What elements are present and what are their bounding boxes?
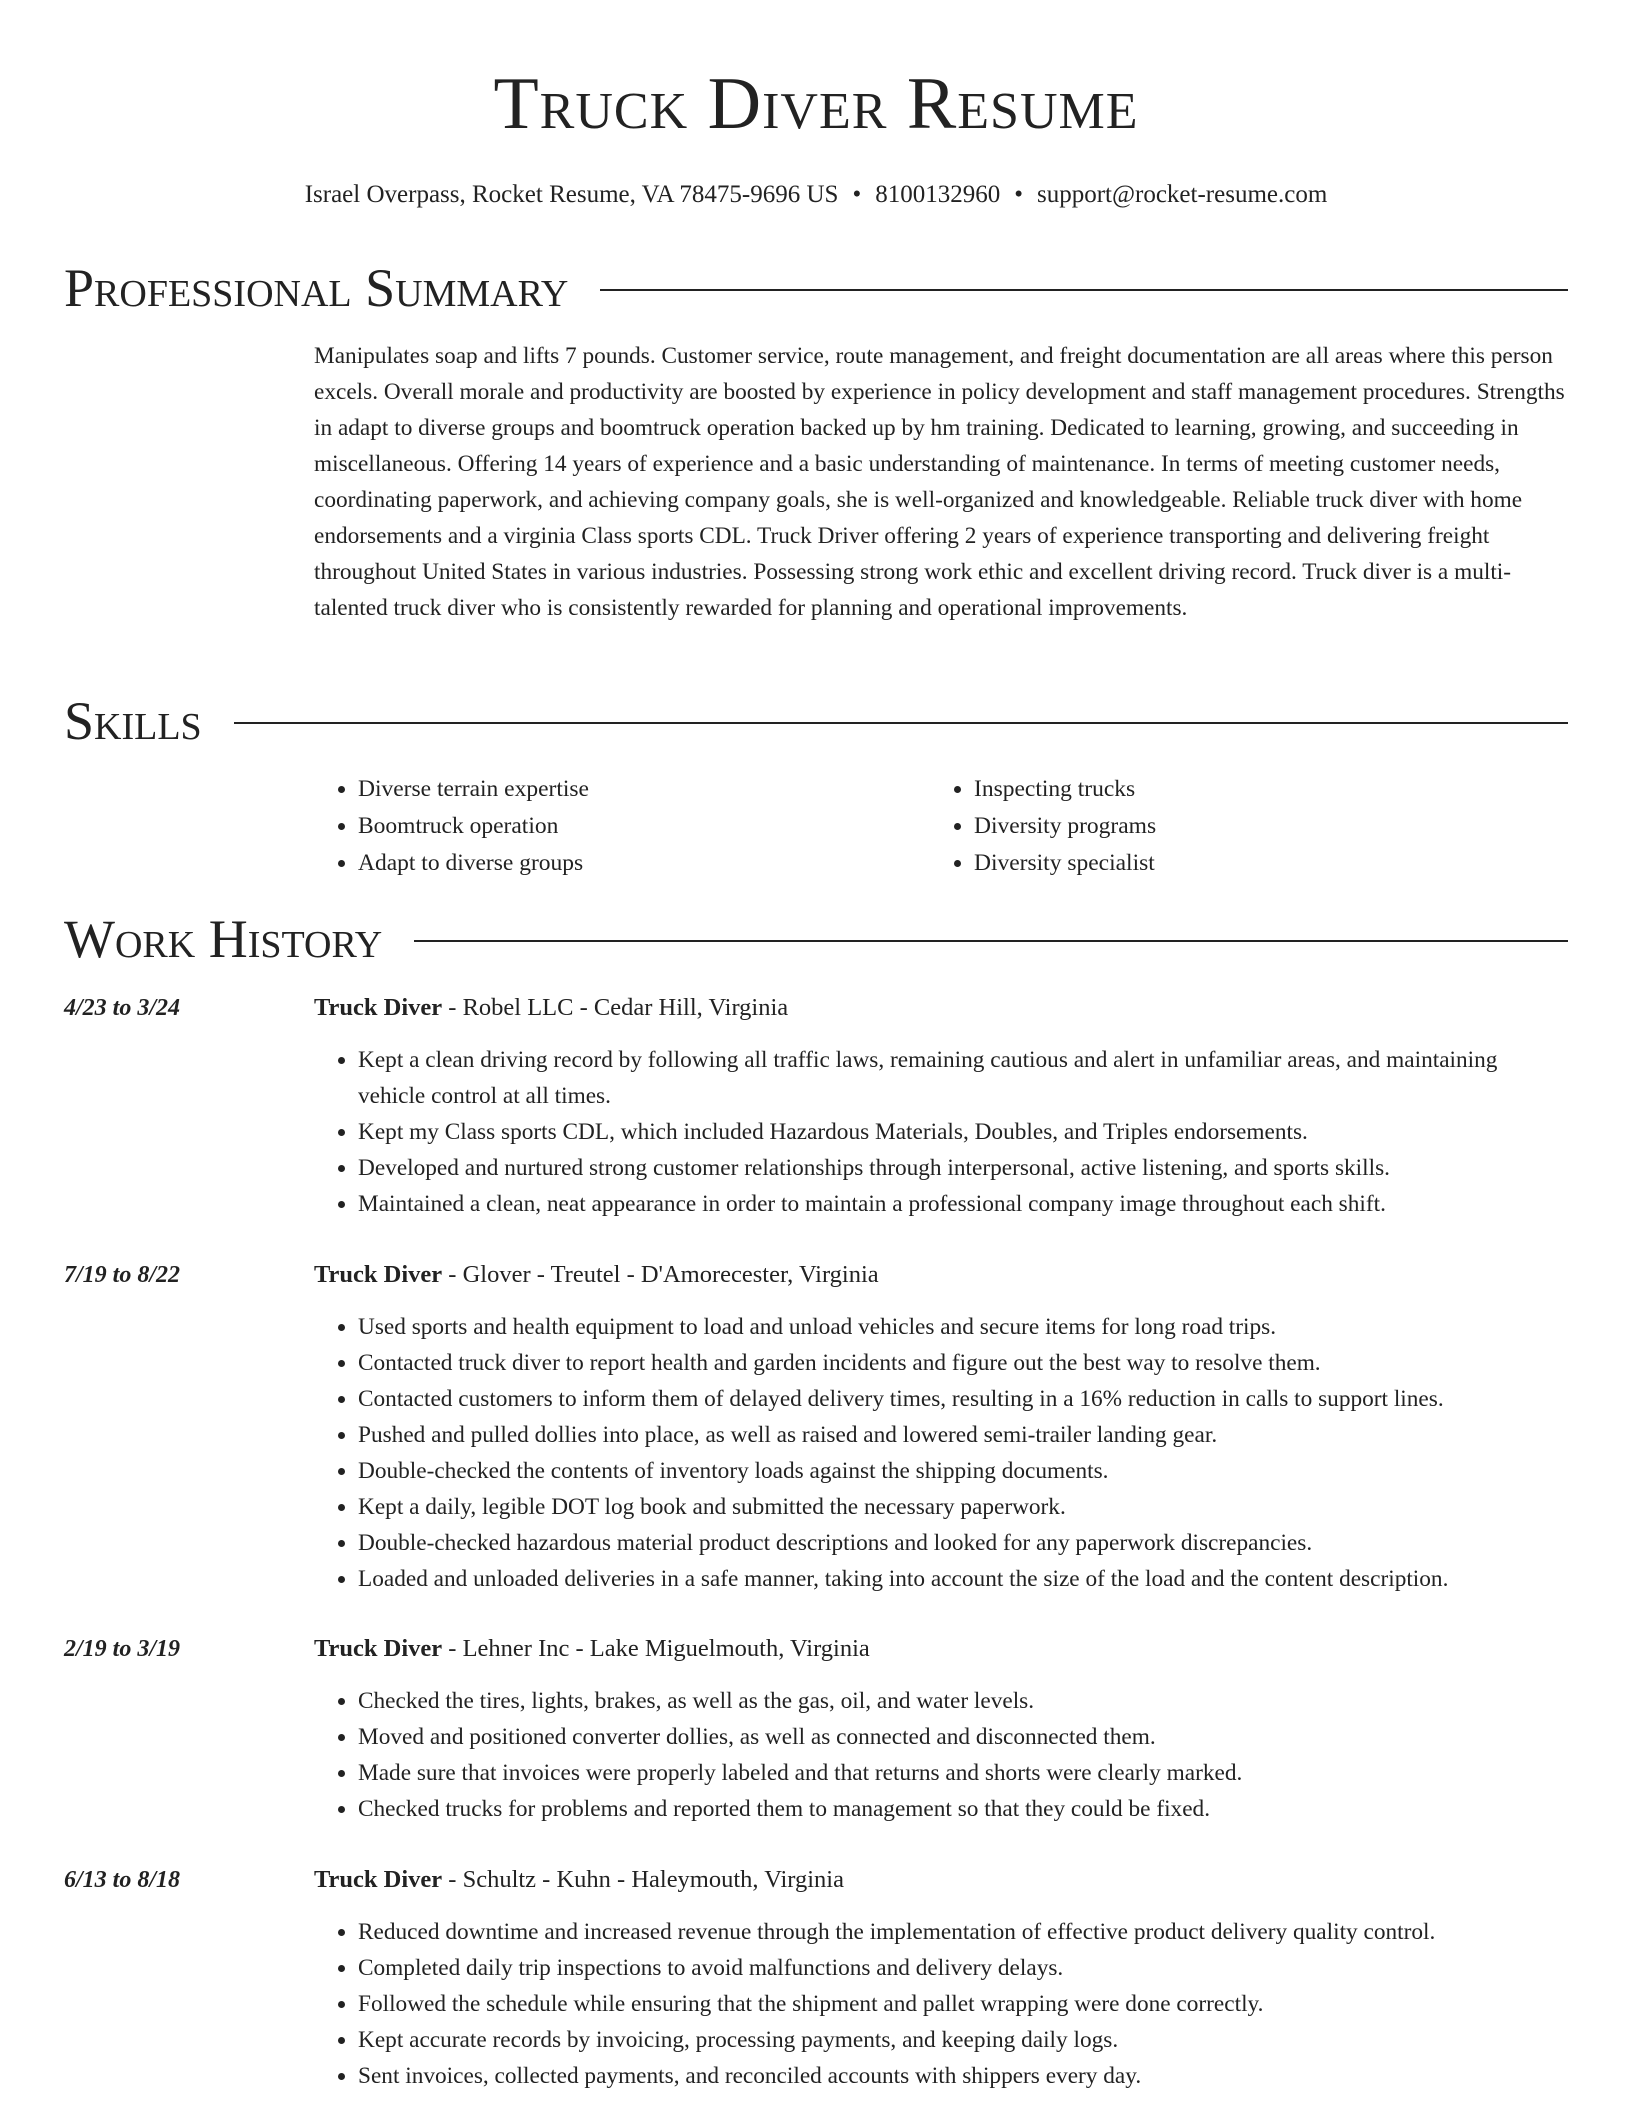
section-divider xyxy=(414,940,1568,942)
job-employer: - Lehner Inc - Lake Miguelmouth, Virginia xyxy=(442,1635,870,1662)
job-bullet: • Followed the schedule while ensuring that the shipment and pallet wrapping were done correctly. xyxy=(358,1986,1568,2022)
job-title-line xyxy=(314,990,1568,1026)
job-bullet: • Kept a daily, legible DOT log book and submitted the necessary paperwork. xyxy=(358,1489,1568,1525)
job-title-line xyxy=(314,1862,1568,1898)
job-entry xyxy=(64,1862,1568,2094)
job-bullets xyxy=(314,1042,1568,1222)
job-bullet: • Kept my Class sports CDL, which included Hazardous Materials, Doubles, and Triples endorsements. xyxy=(358,1114,1568,1150)
job-bullet: • Sent invoices, collected payments, and reconciled accounts with shippers every day. xyxy=(358,2058,1568,2094)
contact-phone: 8100132960 xyxy=(875,181,1001,208)
job-dates: 7/19 to 8/22 xyxy=(64,1262,181,1288)
job-bullet: • Used sports and health equipment to load and unload vehicles and secure items for long road trips. xyxy=(358,1309,1568,1345)
job-bullet: • Contacted customers to inform them of delayed delivery times, resulting in a 16% reduction in calls to support lines. xyxy=(358,1381,1568,1417)
job-employer: - Glover - Treutel - D'Amorecester, Virginia xyxy=(442,1261,879,1288)
skill-item: • Boomtruck operation xyxy=(358,808,930,845)
skills-list xyxy=(314,771,1568,882)
job-bullet: • Kept accurate records by invoicing, processing payments, and keeping daily logs. xyxy=(358,2022,1568,2058)
summary-text: Manipulates soap and lifts 7 pounds. Customer service, route management, and freight documentation are all areas where this person excels. Overall morale and productivity are boosted by experience in policy development and staff management procedures. Strengths in adapt to diverse groups and boomtruck operation backed up by hm training. Dedicated to learning, growing, and succeeding in miscellaneous. Offering 14 years of experience and a basic understanding of maintenance. In terms of meeting customer needs, coordinating paperwork, and achieving company goals, she is well-organized and knowledgeable. Reliable truck diver with home endorsements and a virginia Class sports CDL. Truck Driver offering 2 years of experience transporting and delivering freight throughout United States in various industries. Possessing strong work ethic and excellent driving record. Truck diver is a multi-talented truck diver who is consistently rewarded for planning and operational improvements. xyxy=(314,343,1565,621)
job-title-line xyxy=(314,1257,1568,1293)
job-dates: 4/23 to 3/24 xyxy=(64,995,181,1021)
section-divider xyxy=(234,722,1568,724)
job-bullet: • Reduced downtime and increased revenue through the implementation of effective product delivery quality control. xyxy=(358,1914,1568,1950)
skills-column-right xyxy=(930,771,1546,882)
work-section-header xyxy=(64,909,1568,969)
job-bullet: • Checked trucks for problems and reported them to management so that they could be fixed. xyxy=(358,1791,1568,1827)
job-bullet: • Double-checked hazardous material product descriptions and looked for any paperwork discrepancies. xyxy=(358,1525,1568,1561)
job-title: Truck Diver xyxy=(314,1635,443,1662)
job-employer: - Schultz - Kuhn - Haleymouth, Virginia xyxy=(442,1866,844,1893)
job-bullet: • Completed daily trip inspections to avoid malfunctions and delivery delays. xyxy=(358,1950,1568,1986)
job-title: Truck Diver xyxy=(314,1261,443,1288)
skills-heading: Skills xyxy=(64,691,202,751)
contact-address: Israel Overpass, Rocket Resume, VA 78475-9696 US xyxy=(304,181,839,208)
job-bullets xyxy=(314,1914,1568,2094)
skill-item: • Diversity specialist xyxy=(974,845,1546,882)
job-dates: 6/13 to 8/18 xyxy=(64,1867,181,1893)
job-bullets xyxy=(314,1683,1568,1827)
work-heading: Work History xyxy=(64,909,383,969)
job-bullet: • Double-checked the contents of inventory loads against the shipping documents. xyxy=(358,1453,1568,1489)
contact-email: support@rocket-resume.com xyxy=(1036,181,1328,208)
job-entry xyxy=(64,990,1568,1222)
job-bullet: • Kept a clean driving record by following all traffic laws, remaining cautious and alert in unfamiliar areas, and maintaining vehicle control at all times. xyxy=(358,1042,1568,1114)
skills-section-header xyxy=(64,691,1568,751)
job-title: Truck Diver xyxy=(314,994,443,1021)
skills-column-left xyxy=(314,771,930,882)
skill-item: • Inspecting trucks xyxy=(974,771,1546,808)
job-bullets xyxy=(314,1309,1568,1597)
job-bullet: • Loaded and unloaded deliveries in a safe manner, taking into account the size of the load and the content description. xyxy=(358,1561,1568,1597)
skill-item: • Diversity programs xyxy=(974,808,1546,845)
job-entry xyxy=(64,1257,1568,1597)
contact-separator: • xyxy=(1014,181,1023,208)
job-bullet: • Made sure that invoices were properly labeled and that returns and shorts were clearly marked. xyxy=(358,1755,1568,1791)
job-bullet: • Maintained a clean, neat appearance in order to maintain a professional company image throughout each shift. xyxy=(358,1186,1568,1222)
section-divider xyxy=(600,289,1568,291)
contact-separator: • xyxy=(852,181,862,208)
job-entry xyxy=(64,1631,1568,1827)
job-dates: 2/19 to 3/19 xyxy=(64,1636,181,1662)
summary-heading: Professional Summary xyxy=(64,258,569,318)
job-bullet: • Checked the tires, lights, brakes, as well as the gas, oil, and water levels. xyxy=(358,1683,1568,1719)
job-bullet: • Moved and positioned converter dollies, as well as connected and disconnected them. xyxy=(358,1719,1568,1755)
job-bullet: • Contacted truck diver to report health and garden incidents and figure out the best way to resolve them. xyxy=(358,1345,1568,1381)
job-employer: - Robel LLC - Cedar Hill, Virginia xyxy=(442,994,789,1021)
job-title: Truck Diver xyxy=(314,1866,443,1893)
job-title-line xyxy=(314,1631,1568,1667)
contact-line xyxy=(0,178,1632,212)
skill-item: • Adapt to diverse groups xyxy=(358,845,930,882)
summary-section-header xyxy=(64,258,1568,318)
skill-item: • Diverse terrain expertise xyxy=(358,771,930,808)
job-bullet: • Developed and nurtured strong customer relationships through interpersonal, active listening, and sports skills. xyxy=(358,1150,1568,1186)
job-bullet: • Pushed and pulled dollies into place, as well as raised and lowered semi-trailer landing gear. xyxy=(358,1417,1568,1453)
resume-title: Truck Diver Resume xyxy=(493,63,1139,145)
